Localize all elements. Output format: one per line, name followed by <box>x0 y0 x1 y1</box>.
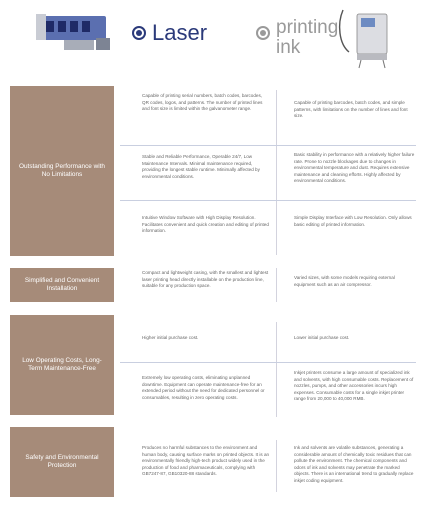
category-operating-costs: Low Operating Costs, Long-Term Maintenance-Free <box>10 315 114 415</box>
laser-cell: Intuitive Window Software with High Display Resolution. Facilitates convenient and quick creation and editing of printed information. <box>142 215 269 234</box>
ink-cell: Lower initial purchase cost. <box>294 335 350 340</box>
ink-cell: Varied sizes, with some models requiring external equipment such as an air compressor. <box>294 275 395 287</box>
ink-cell: Inkjet printers consume a large amount of specialized ink and solvents, with high consumable costs. Replacement of nozzles, pumps, and other accessories incurs high expenses. Consumable costs for a single inkjet printer range from 20,000 to 40,000 RMB. <box>294 370 414 402</box>
laser-cell: Capable of printing serial numbers, batch codes, barcodes, QR codes, logos, and patterns. The number of printed lines and font size is limited within the galvanometer range. <box>142 93 263 112</box>
category-performance: Outstanding Performance with No Limitations <box>10 86 114 256</box>
category-safety: Safety and Environmental Protection <box>10 427 114 497</box>
laser-radio[interactable] <box>132 26 146 40</box>
ink-cell: Capable of printing barcodes, batch codes, and simple patterns, with limitations on the number of lines and font size. <box>294 100 408 119</box>
laser-cell: Extremely low operating costs, eliminating unplanned downtime. Equipment can operate maintenance-free for an extended period without the need for dedicated personnel or consumables, resulting in zero operating costs. <box>142 375 265 400</box>
column-divider <box>276 90 277 255</box>
ink-cell: Ink and solvents are volatile substances, generating a considerable amount of chemically toxic residues that can pollute the environment. The chemical components and odors of ink and solvents may penetrate the marked objects. There is an international trend to gradually replace inkjet coding equipment. <box>294 445 414 483</box>
laser-machine-image <box>36 12 116 54</box>
row-divider <box>120 145 416 146</box>
column-divider <box>276 268 277 302</box>
laser-cell: Compact and lightweight casing, with the smallest and lightest laser printing head directly installable on the production line, suitable for any production space. <box>142 270 269 289</box>
category-installation: Simplified and Convenient Installation <box>10 268 114 302</box>
inkjet-machine-image <box>335 4 395 70</box>
ink-radio[interactable] <box>256 26 270 40</box>
laser-title: Laser <box>152 20 208 45</box>
ink-cell: Basic stability in performance with a relatively higher failure rate. Prone to nozzle blockages due to changes in environmental temperature and dust. Requires extensive maintenance and cleaning efforts. Highly affected by environmental conditions. <box>294 152 415 184</box>
laser-cell: Produces no harmful substances to the environment and human body, causing surface marks on printed objects. It is an environmentally friendly high-tech product widely used in the production of food and pharmaceuticals, complying with GB7247-87, GB10320-88 standards. <box>142 445 270 477</box>
row-divider <box>120 362 416 363</box>
ink-cell: Simple Display Interface with Low Resolution. Only allows basic editing of printed information. <box>294 215 412 227</box>
row-divider <box>120 200 416 201</box>
column-divider <box>276 322 277 417</box>
laser-cell: Stable and Reliable Performance, Operable 24/7, Low Maintenance Intervals. Minimal maintenance required, providing the longest stable runtime. Minimally affected by environmental conditions. <box>142 154 260 179</box>
laser-cell: Higher initial purchase cost. <box>142 335 199 340</box>
ink-title: printing ink <box>276 17 339 58</box>
column-divider <box>276 440 277 492</box>
